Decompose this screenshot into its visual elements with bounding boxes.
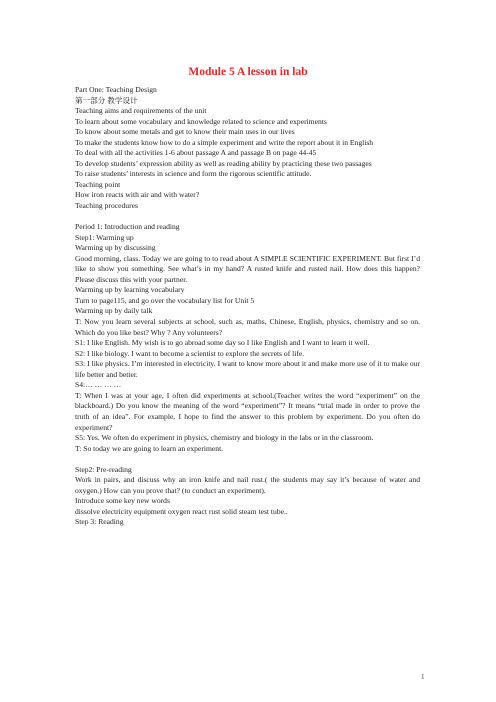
text-line: Turn to page115, and go over the vocabulary list for Unit 5	[75, 295, 255, 305]
text-line: To make the students know how to do a simple experiment and write the report about it in English	[75, 137, 374, 147]
paragraph: S3: I like physics. I’m interested in electricity. I want to know more about it and make more use of it to make our life better and better.	[75, 359, 420, 379]
text-line: S5: Yes. We often do experiment in physics, chemistry and biology in the labs or in the classroom.	[75, 433, 374, 443]
text-line: Step 3: Reading	[75, 517, 124, 527]
text-line: T: So today we are going to learn an experiment.	[75, 443, 224, 453]
document-body	[75, 85, 420, 528]
paragraph: T: Now you learn several subjects at school, such as, maths, Chinese, English, physics, chemistry and so on. Which do you like best? Why ? Any volunteers?	[75, 317, 420, 337]
text-line: To raise students’ interests in science and form the rigorous scientific attitude.	[75, 169, 312, 179]
text-line: Warming up by learning vocabulary	[75, 285, 185, 295]
text-line: To learn about some vocabulary and knowledge related to science and experiments	[75, 116, 327, 126]
text-line: Teaching point	[75, 179, 121, 189]
paragraph: Good morning, class. Today we are going to to read about A SIMPLE SCIENTIFIC EXPERIMENT. But first I’d like to show you something. See what’s in my hand? A rusted knife and rusted nail. How does this happen? Please discuss this with your partner.	[75, 253, 420, 284]
text-line: Warming up by discussing	[75, 243, 156, 253]
page-title: Module 5 A lesson in lab	[188, 66, 308, 78]
text-line: S1: I like English. My wish is to go abroad some day so I like English and I want to learn it well.	[75, 338, 370, 348]
paragraph: Work in pairs, and discuss why an iron knife and nail rust.( the students may say it’s because of water and oxygen.) How can you prove that? (to conduct an experiment).	[75, 475, 420, 495]
text-line: Warming up by daily talk	[75, 306, 153, 316]
blank-line	[75, 212, 420, 223]
text-line: Period 1: Introduction and reading	[75, 222, 180, 232]
text-line: How iron reacts with air and with water?	[75, 190, 200, 200]
paragraph: T: When I was at your age, I often did experiments at school.(Teacher writes the word “experiment” on the blackboard.) Do you know the meaning of the word “experiment”? It means “trial made in order to prove the truth of an idea”. For example, I hope to find the answer to this problem by experiment. Do you often do experiment?	[75, 390, 420, 432]
text-line: Teaching aims and requirements of the unit	[75, 106, 207, 116]
blank-line	[75, 454, 420, 465]
text-line: Part One: Teaching Design	[75, 85, 157, 94]
text-line: Step1: Warming up	[75, 232, 134, 242]
text-line: Step2: Pre-reading	[75, 464, 132, 474]
text-line: To deal with all the activities 1-6 about passage A and passage B on page 44-45	[75, 148, 317, 158]
text-line: S2: I like biology. I want to become a scientist to explore the secrets of life.	[75, 348, 305, 358]
text-line: Introduce some key new words	[75, 496, 170, 506]
text-line: Teaching procedures	[75, 201, 138, 211]
text-line: To develop students’ expression ability as well as reading ability by practicing these two passages	[75, 158, 372, 168]
text-line: dissolve electricity equipment oxygen react rust solid steam test tube..	[75, 506, 288, 516]
text-line: S4:… … … …	[75, 380, 122, 390]
text-line: To know about some metals and get to know their main uses in our lives	[75, 127, 295, 137]
page-number: 1	[421, 673, 425, 681]
text-line: 第一部分 教学设计	[75, 95, 138, 105]
